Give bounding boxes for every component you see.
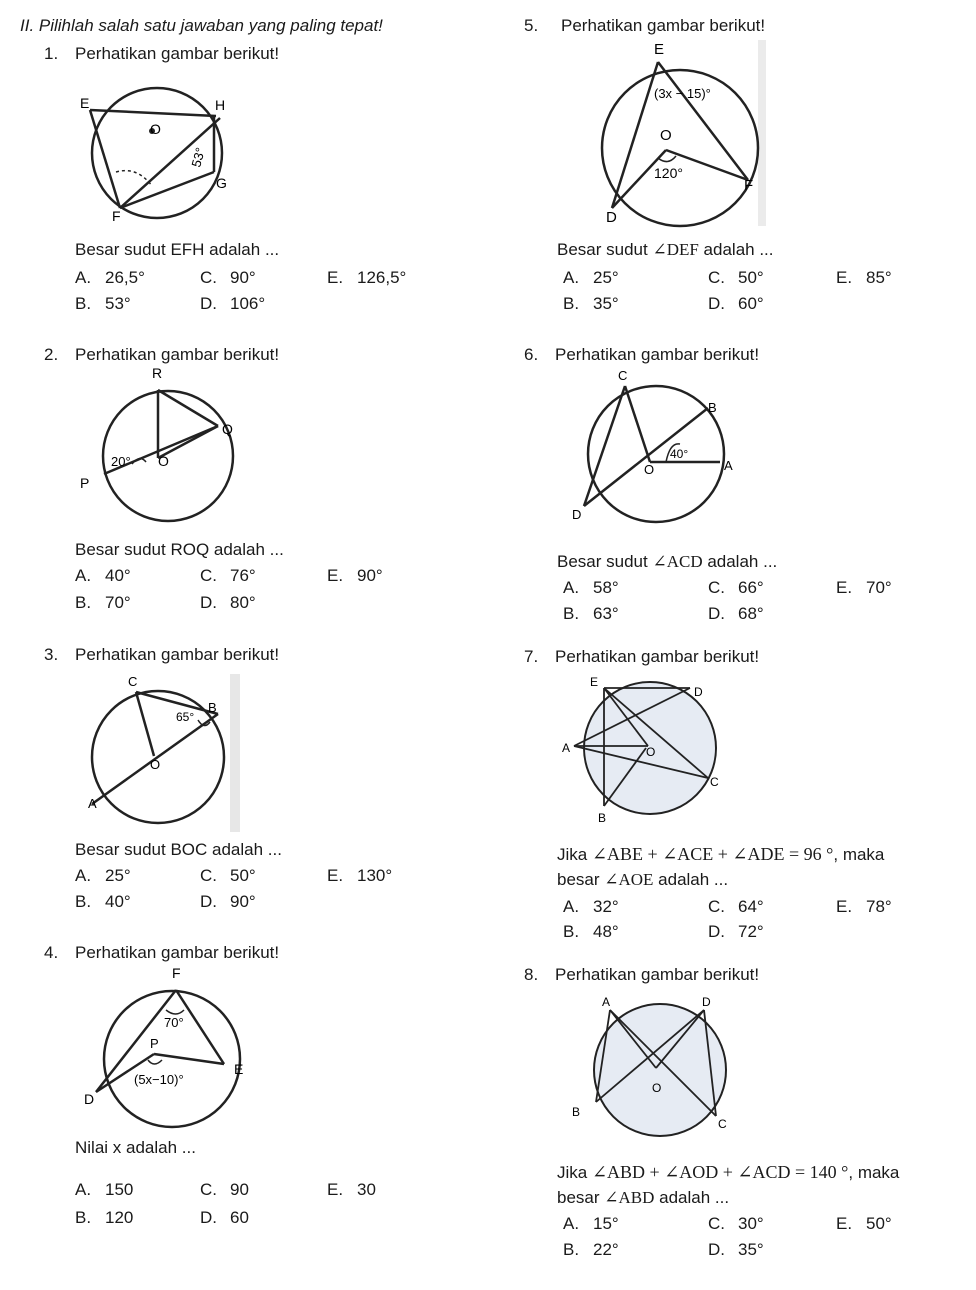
q3-label-b: B: [208, 700, 217, 715]
section-title: II. Pilihlah salah satu jawaban yang paling tepat!: [20, 16, 383, 35]
q6-label-b: B: [708, 400, 717, 415]
q3-angle-label: 65°: [176, 710, 195, 724]
q8-option-b[interactable]: B. 22°: [563, 1240, 619, 1259]
q5-angle-expr-label: (3x − 15)°: [654, 86, 711, 101]
q6-option-e[interactable]: E. 70°: [836, 578, 892, 597]
q7-figure: [560, 674, 725, 824]
q4-angle-top-label: 70°: [164, 1015, 184, 1030]
q2-figure: [80, 366, 250, 526]
q2-option-b[interactable]: B. 70°: [75, 593, 131, 612]
q7-label-d: D: [694, 685, 703, 699]
q7-question-line2: besar ∠AOE adalah ...: [557, 870, 729, 889]
q7-option-a[interactable]: A. 32°: [563, 897, 619, 916]
q2-prompt: Perhatikan gambar berikut!: [75, 345, 280, 364]
q2-question: Besar sudut ROQ adalah ...: [75, 540, 284, 559]
q5-option-a[interactable]: A. 25°: [563, 268, 619, 287]
q1-label-h: H: [215, 97, 226, 113]
q1-option-e[interactable]: E. 126,5°: [327, 268, 407, 287]
q3-number: 3.: [44, 645, 59, 664]
q5-figure: [598, 40, 773, 230]
q8-option-d[interactable]: D. 35°: [708, 1240, 764, 1259]
q7-prompt: Perhatikan gambar berikut!: [555, 647, 760, 666]
q5-option-e[interactable]: E. 85°: [836, 268, 892, 287]
q5-option-b[interactable]: B. 35°: [563, 294, 619, 313]
q8-label-d: D: [702, 995, 711, 1009]
q8-label-a: A: [602, 995, 611, 1009]
q6-prompt: Perhatikan gambar berikut!: [555, 345, 760, 364]
q6-label-o: O: [644, 462, 655, 477]
q8-option-c[interactable]: C. 30°: [708, 1214, 764, 1233]
q3-option-d[interactable]: D. 90°: [200, 892, 256, 911]
q7-option-d[interactable]: D. 72°: [708, 922, 764, 941]
q4-option-e[interactable]: E. 30: [327, 1180, 376, 1199]
q6-option-c[interactable]: C. 66°: [708, 578, 764, 597]
q4-option-d[interactable]: D. 60: [200, 1208, 249, 1227]
q3-prompt: Perhatikan gambar berikut!: [75, 645, 280, 664]
q4-figure: [84, 964, 254, 1134]
q3-option-e[interactable]: E. 130°: [327, 866, 393, 885]
q2-label-p: P: [80, 475, 90, 491]
q2-label-r: R: [152, 365, 163, 381]
q3-label-o: O: [150, 757, 161, 772]
q7-question-line1: Jika ∠ABE + ∠ACE + ∠ADE = 96 °, maka: [557, 844, 885, 864]
q2-number: 2.: [44, 345, 59, 364]
q6-figure: [570, 366, 740, 526]
q3-option-c[interactable]: C. 50°: [200, 866, 256, 885]
q4-label-d: D: [84, 1091, 95, 1107]
q8-option-a[interactable]: A. 15°: [563, 1214, 619, 1233]
q8-figure: [568, 994, 738, 1139]
q5-option-d[interactable]: D. 60°: [708, 294, 764, 313]
q1-label-e: E: [80, 95, 90, 111]
q4-label-p: P: [150, 1036, 159, 1051]
q7-label-e: E: [590, 675, 599, 689]
q7-number: 7.: [524, 647, 539, 666]
q7-label-o: O: [646, 745, 656, 759]
q5-label-o: O: [660, 127, 672, 144]
q1-label-f: F: [112, 208, 121, 224]
q4-question: Nilai x adalah ...: [75, 1138, 196, 1157]
q1-number: 1.: [44, 44, 59, 63]
q3-question: Besar sudut BOC adalah ...: [75, 840, 282, 859]
q5-prompt: Perhatikan gambar berikut!: [561, 16, 766, 35]
q6-number: 6.: [524, 345, 539, 364]
q4-label-f: F: [172, 965, 181, 981]
q2-label-q: Q: [222, 421, 233, 437]
q3-label-c: C: [128, 674, 138, 689]
q4-number: 4.: [44, 943, 59, 962]
q8-prompt: Perhatikan gambar berikut!: [555, 965, 760, 984]
q1-angle-label: 53°: [188, 145, 208, 169]
q5-angle-label: 120°: [654, 165, 683, 181]
q1-label-o: O: [150, 121, 161, 137]
q6-label-c: C: [618, 368, 628, 383]
q6-circle: [588, 386, 724, 522]
q2-label-o: O: [158, 453, 169, 469]
q6-option-a[interactable]: A. 58°: [563, 578, 619, 597]
q7-label-c: C: [710, 775, 719, 789]
q1-option-a[interactable]: A. 26,5°: [75, 268, 145, 287]
q6-option-b[interactable]: B. 63°: [563, 604, 619, 623]
q8-option-e[interactable]: E. 50°: [836, 1214, 892, 1233]
q1-option-d[interactable]: D. 106°: [200, 294, 266, 313]
q5-label-f: F: [744, 177, 754, 194]
q4-angle-expr-label: (5x−10)°: [134, 1072, 184, 1087]
q4-option-b[interactable]: B. 120: [75, 1208, 134, 1227]
q7-option-c[interactable]: C. 64°: [708, 897, 764, 916]
q2-option-a[interactable]: A. 40°: [75, 566, 131, 585]
q8-number: 8.: [524, 965, 539, 984]
q6-label-d: D: [572, 507, 582, 522]
q7-option-e[interactable]: E. 78°: [836, 897, 892, 916]
q1-option-c[interactable]: C. 90°: [200, 268, 256, 287]
q6-question: Besar sudut ∠ACD adalah ...: [557, 552, 778, 571]
q6-angle-label: 40°: [670, 447, 689, 461]
q3-option-b[interactable]: B. 40°: [75, 892, 131, 911]
q8-label-o: O: [652, 1081, 662, 1095]
q4-option-a[interactable]: A. 150: [75, 1180, 134, 1199]
q1-label-g: G: [216, 175, 227, 191]
q1-question: Besar sudut EFH adalah ...: [75, 240, 280, 259]
q4-label-e: E: [234, 1061, 244, 1077]
q5-number: 5.: [524, 16, 539, 35]
q7-option-b[interactable]: B. 48°: [563, 922, 619, 941]
q4-option-c[interactable]: C. 90: [200, 1180, 249, 1199]
q3-option-a[interactable]: A. 25°: [75, 866, 131, 885]
q8-label-b: B: [572, 1105, 581, 1119]
q4-prompt: Perhatikan gambar berikut!: [75, 943, 280, 962]
q2-option-e[interactable]: E. 90°: [327, 566, 383, 585]
q5-question: Besar sudut ∠DEF adalah ...: [557, 240, 774, 259]
q3-label-a: A: [88, 796, 97, 811]
q2-option-d[interactable]: D. 80°: [200, 593, 256, 612]
q5-label-d: D: [606, 209, 617, 226]
q8-question-line1: Jika ∠ABD + ∠AOD + ∠ACD = 140 °, maka: [557, 1162, 900, 1182]
q7-label-b: B: [598, 811, 607, 825]
q7-label-a: A: [562, 741, 571, 755]
q6-label-a: A: [724, 458, 733, 473]
q2-angle-label: 20°: [111, 454, 131, 469]
q1-figure: [72, 88, 242, 228]
q3-figure: [80, 674, 245, 834]
q5-label-e: E: [654, 41, 665, 58]
q8-label-c: C: [718, 1117, 727, 1131]
q8-question-line2: besar ∠ABD adalah ...: [557, 1188, 730, 1207]
q1-prompt: Perhatikan gambar berikut!: [75, 44, 280, 63]
q6-option-d[interactable]: D. 68°: [708, 604, 764, 623]
q2-option-c[interactable]: C. 76°: [200, 566, 256, 585]
q5-option-c[interactable]: C. 50°: [708, 268, 764, 287]
q1-option-b[interactable]: B. 53°: [75, 294, 131, 313]
